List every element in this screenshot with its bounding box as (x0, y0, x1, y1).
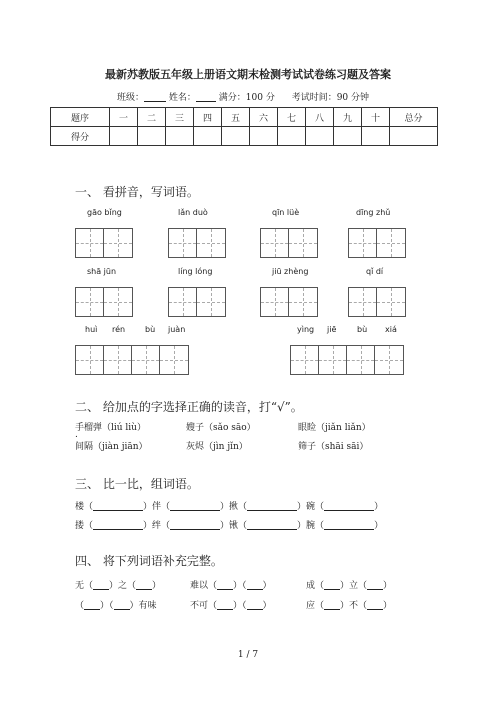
idiom-row: 难以（ ）（ ） (190, 581, 272, 591)
pronunciation-item: 筛子（shāi sāi） (298, 442, 369, 452)
score-table-score-row (51, 127, 438, 146)
answer-blank[interactable] (217, 580, 233, 590)
pinyin-label: líng lóng (178, 267, 213, 276)
pronunciation-item: 手榴弹（liú liù） (75, 423, 146, 433)
writing-grid[interactable] (290, 345, 404, 375)
section-2-title: 二、 给加点的字选择正确的读音，打“√”。 (75, 400, 303, 414)
pinyin-label: shā jūn (87, 267, 117, 276)
name-label: 姓名： (168, 93, 196, 103)
score-header-cell: 三 (166, 108, 194, 127)
writing-grid[interactable] (260, 287, 318, 317)
full-score: 满分：100 分 (218, 93, 275, 103)
score-cell[interactable] (250, 127, 278, 146)
pronunciation-item: 眼睑（jiǎn liǎn） (298, 423, 371, 433)
writing-grid[interactable] (75, 287, 133, 317)
answer-blank[interactable] (367, 580, 383, 590)
score-header-cell: 八 (306, 108, 334, 127)
section-4-title: 四、 将下列词语补充完整。 (75, 554, 223, 568)
answer-blank[interactable] (367, 600, 383, 610)
score-cell[interactable] (194, 127, 222, 146)
answer-blank[interactable] (93, 501, 143, 511)
score-header-cell: 四 (194, 108, 222, 127)
score-cell[interactable] (334, 127, 362, 146)
pinyin-label: bù (145, 325, 156, 334)
score-cell[interactable] (138, 127, 166, 146)
answer-blank[interactable] (324, 520, 374, 530)
pinyin-label: huì (85, 325, 98, 334)
score-header-cell: 题序 (51, 108, 110, 127)
answer-blank[interactable] (217, 600, 233, 610)
score-header-cell: 九 (334, 108, 362, 127)
pinyin-label: xiá (385, 325, 397, 334)
pronunciation-item: 间隔（jiàn jiān） (75, 442, 148, 452)
writing-grid[interactable] (75, 345, 189, 375)
answer-blank[interactable] (247, 520, 297, 530)
score-cell[interactable] (362, 127, 390, 146)
score-cell[interactable] (390, 127, 438, 146)
answer-blank[interactable] (93, 580, 109, 590)
writing-grid[interactable] (75, 228, 133, 258)
pinyin-label: yìng (297, 325, 315, 334)
answer-blank[interactable] (93, 520, 143, 530)
score-header-cell: 十 (362, 108, 390, 127)
answer-blank[interactable] (247, 501, 297, 511)
answer-blank[interactable] (170, 520, 220, 530)
exam-time: 考试时间：90 分钟 (291, 93, 370, 103)
score-header-cell: 一 (110, 108, 138, 127)
class-blank[interactable] (144, 92, 166, 102)
writing-grid[interactable] (348, 228, 406, 258)
score-row-label: 得分 (51, 127, 110, 146)
score-header-cell: 六 (250, 108, 278, 127)
writing-grid[interactable] (168, 287, 226, 317)
score-cell[interactable] (278, 127, 306, 146)
writing-grid[interactable] (260, 228, 318, 258)
pronunciation-item: 嫂子（sǎo sāo） (186, 423, 256, 433)
score-header-cell: 二 (138, 108, 166, 127)
pinyin-label: dīng zhǔ (356, 208, 391, 217)
pinyin-label: jiū zhèng (272, 267, 309, 276)
score-table-header-row (51, 108, 438, 127)
score-cell[interactable] (166, 127, 194, 146)
pinyin-label: jiē (327, 325, 337, 334)
section-3-title: 三、 比一比，组词语。 (75, 477, 199, 491)
score-cell[interactable] (306, 127, 334, 146)
compare-row: 楼（ ）伴（ ）揪（ ）碗（ ） (75, 502, 384, 512)
answer-blank[interactable] (170, 501, 220, 511)
answer-blank[interactable] (324, 580, 340, 590)
pinyin-label: gāo bǐng (87, 208, 122, 217)
writing-grid[interactable] (348, 287, 406, 317)
pinyin-label: bù (357, 325, 368, 334)
answer-blank[interactable] (324, 600, 340, 610)
score-cell[interactable] (110, 127, 138, 146)
pinyin-label: qǐ dí (366, 267, 384, 276)
idiom-row: 成（ ）立（ ） (306, 581, 393, 591)
answer-blank[interactable] (247, 580, 263, 590)
pinyin-label: juàn (168, 325, 186, 334)
class-label: 班级： (117, 93, 145, 103)
idiom-row: 应（ ）不（ ） (306, 601, 393, 611)
answer-blank[interactable] (136, 580, 152, 590)
section-1-title: 一、 看拼音，写词语。 (75, 185, 199, 199)
page-number: 1 / 7 (237, 650, 259, 660)
pinyin-label: qīn lüè (272, 208, 300, 217)
answer-blank[interactable] (114, 600, 130, 610)
score-header-cell: 总分 (390, 108, 438, 127)
answer-blank[interactable] (84, 600, 100, 610)
answer-blank[interactable] (324, 501, 374, 511)
idiom-row: （ ）（ ）有味 (75, 601, 157, 611)
name-blank[interactable] (196, 92, 216, 102)
score-header-cell: 七 (278, 108, 306, 127)
score-header-cell: 五 (222, 108, 250, 127)
compare-row: 搂（ ）绊（ ）锹（ ）腕（ ） (75, 521, 384, 531)
score-cell[interactable] (222, 127, 250, 146)
pinyin-label: lǎn duò (178, 208, 208, 217)
idiom-row: 无（ ）之（ ） (75, 581, 162, 591)
writing-grid[interactable] (168, 228, 226, 258)
page-title: 最新苏教版五年级上册语文期末检测考试试卷练习题及答案 (105, 68, 391, 81)
score-table (50, 107, 438, 146)
idiom-row: 不可（ ）（ ） (190, 601, 272, 611)
pinyin-label: rén (112, 325, 126, 334)
answer-blank[interactable] (247, 600, 263, 610)
exam-info (117, 90, 369, 103)
pronunciation-item: 灰烬（jìn jǐn） (186, 442, 248, 452)
